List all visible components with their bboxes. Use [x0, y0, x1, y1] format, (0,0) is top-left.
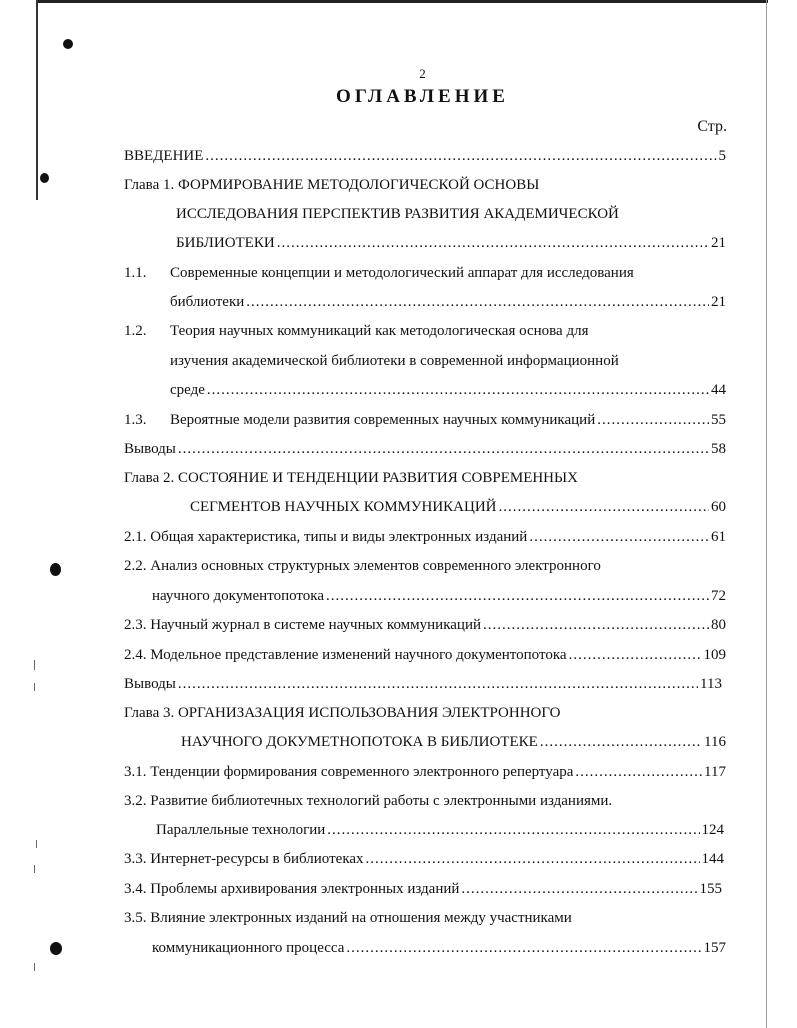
punch-hole [40, 173, 49, 183]
toc-page: 21 [711, 235, 726, 251]
page-number: 2 [419, 66, 426, 81]
toc-entry: БИБЛИОТЕКИ ..... 21 [176, 233, 726, 253]
toc-entry: 3.2. Развитие библиотечных технологий работы с электронными изданиями. [124, 793, 613, 809]
toc-entry: библиотеки ..... 21 [170, 292, 726, 312]
scan-mark [34, 660, 35, 670]
toc-entry: Глава 2. СОСТОЯНИЕ И ТЕНДЕНЦИИ РАЗВИТИЯ СОВРЕМЕННЫХ [124, 470, 578, 486]
toc-entry: изучения академической библиотеки в современной информационной [170, 353, 619, 369]
toc-page: 155 [699, 881, 722, 897]
toc-page: 61 [711, 529, 726, 545]
toc-page: 55 [711, 412, 726, 428]
toc-page: 80 [711, 617, 726, 633]
toc-entry: 1.1. Современные концепции и методологический аппарат для исследования [124, 265, 634, 281]
toc-entry: 2.4. Модельное представление изменений научного документопотока ..... 109 [124, 645, 726, 665]
toc-entry: коммуникационного процесса ..... 157 [152, 938, 726, 958]
toc-entry: 3.4. Проблемы архивирования электронных изданий ..... 155 [124, 879, 722, 899]
toc-page: 113 [700, 676, 722, 692]
punch-hole [63, 39, 73, 49]
toc-page: 124 [701, 822, 724, 838]
scan-mark [36, 840, 37, 848]
scan-mark [34, 683, 35, 691]
toc-page: 144 [701, 851, 724, 867]
toc-entry: НАУЧНОГО ДОКУМЕТНОПОТОКА В БИБЛИОТЕКЕ ..... 116 [181, 732, 726, 752]
toc-entry: СЕГМЕНТОВ НАУЧНЫХ КОММУНИКАЦИЙ ..... 60 [190, 497, 726, 517]
scan-mark [34, 963, 35, 971]
toc-entry: 3.5. Влияние электронных изданий на отношения между участниками [124, 910, 572, 926]
scan-edge-right [766, 0, 767, 1028]
scan-edge-top [38, 0, 768, 3]
toc-entry: среде ..... 44 [170, 380, 726, 400]
toc-page: 109 [703, 647, 726, 663]
toc-entry: Глава 3. ОРГАНИЗАЗАЦИЯ ИСПОЛЬЗОВАНИЯ ЭЛЕКТРОННОГО [124, 705, 561, 721]
toc-page: 72 [711, 588, 726, 604]
punch-hole [50, 563, 61, 576]
toc-page: 116 [704, 734, 726, 750]
toc-entry: ИССЛЕДОВАНИЯ ПЕРСПЕКТИВ РАЗВИТИЯ АКАДЕМИЧЕСКОЙ [176, 206, 619, 222]
toc-page: 157 [703, 940, 726, 956]
page-title: ОГЛАВЛЕНИЕ [336, 86, 509, 107]
toc-entry: 1.3. Вероятные модели развития современных научных коммуникаций ..... 55 [124, 410, 726, 430]
toc-page: 5 [718, 148, 726, 164]
toc-entry: научного документопотока ..... 72 [152, 586, 726, 606]
toc-entry: 2.2. Анализ основных структурных элементов современного электронного [124, 558, 601, 574]
page-column-label: Стр. [697, 118, 727, 135]
toc-entry: Выводы ..... 58 [124, 439, 726, 459]
punch-hole [50, 942, 62, 955]
toc-entry: Выводы ..... 113 [124, 674, 722, 694]
toc-entry: 3.3. Интернет-ресурсы в библиотеках ..... 144 [124, 849, 724, 869]
scan-mark [34, 865, 35, 873]
toc-entry: 1.2. Теория научных коммуникаций как методологическая основа для [124, 323, 589, 339]
toc-entry: ВВЕДЕНИЕ ..... 5 [124, 146, 726, 166]
toc-page: 60 [711, 499, 726, 515]
toc-page: 44 [711, 382, 726, 398]
toc-page: 21 [711, 294, 726, 310]
toc-entry: Глава 1. ФОРМИРОВАНИЕ МЕТОДОЛОГИЧЕСКОЙ ОСНОВЫ [124, 177, 540, 193]
toc-entry: 2.1. Общая характеристика, типы и виды электронных изданий ..... 61 [124, 527, 726, 547]
toc-page: 58 [711, 441, 726, 457]
toc-page: 117 [704, 764, 726, 780]
toc-entry: 2.3. Научный журнал в системе научных коммуникаций ..... 80 [124, 615, 726, 635]
toc-entry: Параллельные технологии ..... 124 [156, 820, 724, 840]
toc-entry: 3.1. Тенденции формирования современного электронного репертуара ..... 117 [124, 762, 726, 782]
